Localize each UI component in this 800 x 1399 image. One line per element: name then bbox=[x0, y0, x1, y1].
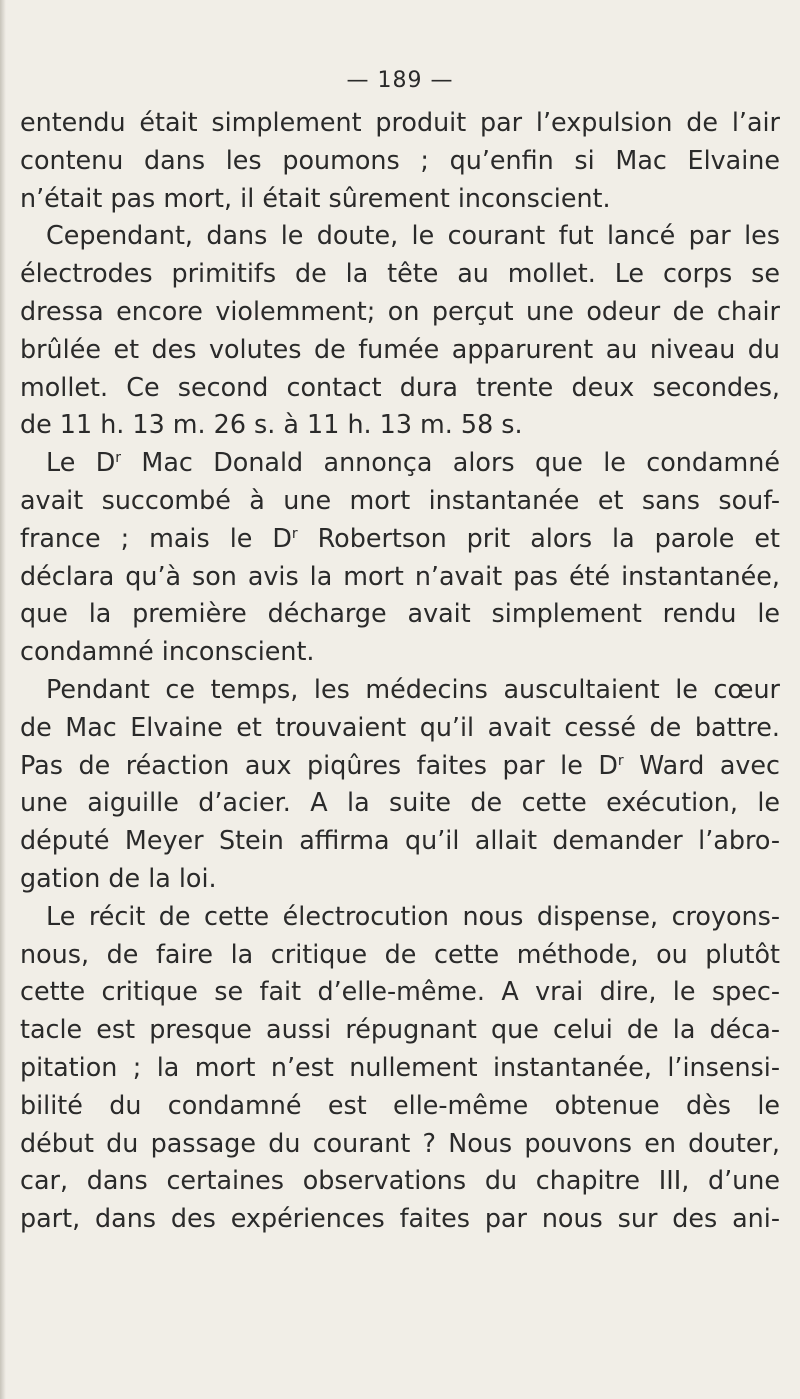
text-line: que la première décharge avait simplement rendu le bbox=[20, 598, 780, 629]
text-line: Cependant, dans le doute, le courant fut lancé par les bbox=[46, 220, 780, 251]
text-line: pitation ; la mort n’est nullement instantanée, l’insensi- bbox=[20, 1051, 780, 1082]
text-line: contenu dans les poumons ; qu’enfin si Mac Elvaine bbox=[20, 144, 780, 175]
text-line: part, dans des expériences faites par nous sur des ani- bbox=[20, 1203, 780, 1234]
text-segment: Ward avec bbox=[623, 749, 780, 780]
text-line bbox=[20, 520, 780, 558]
text-line bbox=[20, 444, 780, 482]
text-line: électrodes primitifs de la tête au mollet. Le corps se bbox=[20, 258, 780, 289]
text-segment: Robertson prit alors la parole et bbox=[297, 522, 780, 553]
text-line: gation de la loi. bbox=[20, 862, 217, 893]
text-line: de 11 h. 13 m. 26 s. à 11 h. 13 m. 58 s. bbox=[20, 409, 523, 440]
text-line: dressa encore violemment; on perçut une odeur de chair bbox=[20, 295, 780, 326]
superscript-abbrev: r bbox=[617, 752, 624, 769]
text-line: cette critique se fait d’elle-même. A vrai dire, le spec- bbox=[20, 976, 780, 1007]
text-line: de Mac Elvaine et trouvaient qu’il avait cessé de battre. bbox=[20, 711, 780, 742]
text-line: condamné inconscient. bbox=[20, 636, 315, 667]
text-line: Pendant ce temps, les médecins auscultaient le cœur bbox=[46, 673, 780, 704]
superscript-abbrev: r bbox=[115, 450, 122, 467]
text-line: brûlée et des volutes de fumée apparurent au niveau du bbox=[20, 333, 780, 364]
body-text bbox=[20, 104, 780, 1238]
text-line: Le récit de cette électrocution nous dispense, croyons- bbox=[46, 900, 780, 931]
text-line: déclara qu’à son avis la mort n’avait pas été instantanée, bbox=[20, 560, 780, 591]
text-line: avait succombé à une mort instantanée et sans souf- bbox=[20, 484, 780, 515]
page-edge-shadow bbox=[0, 0, 6, 1399]
text-line bbox=[20, 747, 780, 785]
text-line: n’était pas mort, il était sûrement inconscient. bbox=[20, 182, 611, 213]
text-line: mollet. Ce second contact dura trente deux secondes, bbox=[20, 371, 780, 402]
text-line: bilité du condamné est elle-même obtenue dès le bbox=[20, 1089, 780, 1120]
text-line: entendu était simplement produit par l’expulsion de l’air bbox=[20, 107, 780, 137]
text-line: une aiguille d’acier. A la suite de cette exécution, le bbox=[20, 787, 780, 818]
text-segment: Le D bbox=[46, 447, 116, 478]
text-line: député Meyer Stein affirma qu’il allait demander l’abro- bbox=[20, 825, 780, 856]
text-segment: Mac Donald annonça alors que le condamné bbox=[121, 447, 780, 478]
text-line: début du passage du courant ? Nous pouvons en douter, bbox=[20, 1127, 780, 1158]
superscript-abbrev: r bbox=[291, 525, 298, 542]
text-segment: Pas de réaction aux piqûres faites par le D bbox=[20, 749, 618, 780]
text-line: tacle est presque aussi répugnant que celui de la déca- bbox=[20, 1014, 780, 1045]
text-line: car, dans certaines observations du chapitre III, d’une bbox=[20, 1165, 780, 1196]
text-line: nous, de faire la critique de cette méthode, ou plutôt bbox=[20, 938, 780, 969]
text-segment: france ; mais le D bbox=[20, 522, 292, 553]
page-number: — 189 — bbox=[346, 68, 454, 93]
